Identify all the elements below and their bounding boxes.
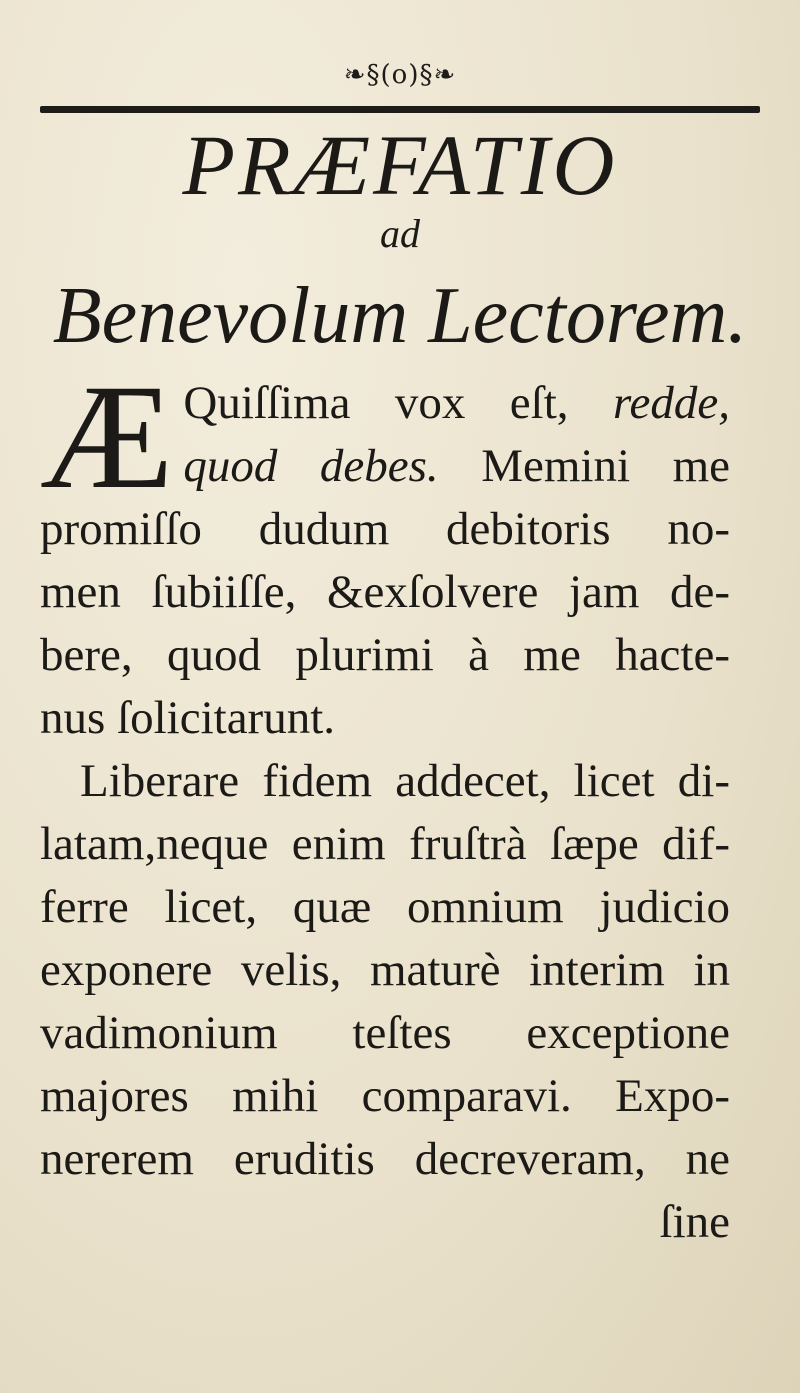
paragraph-2-line: latam,neque enim fruſtrà ſæpe dif- xyxy=(40,818,730,870)
paragraph-1-line: nus ſolicitarunt. xyxy=(40,692,336,744)
title-connector: ad xyxy=(380,211,420,256)
page-title: PRÆFATIO xyxy=(182,117,618,213)
paragraph-1-line: Quiſſima vox eſt, redde, xyxy=(183,377,730,429)
paragraph-1-line: quod debes. Memini me xyxy=(183,440,731,492)
paragraph-2-line: exponere velis, maturè interim in xyxy=(40,944,730,996)
header-ornament: ❧§(o)§❧ xyxy=(343,60,457,90)
body-text xyxy=(40,354,731,1254)
paragraph-1-line: bere, quod plurimi à me hacte- xyxy=(40,629,730,681)
paragraph-2-line: nererem eruditis decreveram, ne xyxy=(40,1133,730,1185)
paragraph-2-line: vadimonium teſtes exceptione xyxy=(40,1007,730,1059)
drop-cap: Æ xyxy=(40,354,174,520)
header-rule xyxy=(40,106,760,113)
catchword: ſine xyxy=(659,1196,730,1248)
paragraph-2-line: Liberare fidem addecet, licet di- xyxy=(80,755,730,807)
paragraph-2-line: majores mihi comparavi. Expo- xyxy=(40,1070,730,1122)
paragraph-1-line: promiſſo dudum debitoris no- xyxy=(40,503,730,555)
paragraph-2-line: ferre licet, quæ omnium judicio xyxy=(40,881,730,933)
page-subtitle: Benevolum Lectorem. xyxy=(52,272,748,360)
paragraph-1-line: men ſubiiſſe, &exſolvere jam de- xyxy=(40,566,730,618)
